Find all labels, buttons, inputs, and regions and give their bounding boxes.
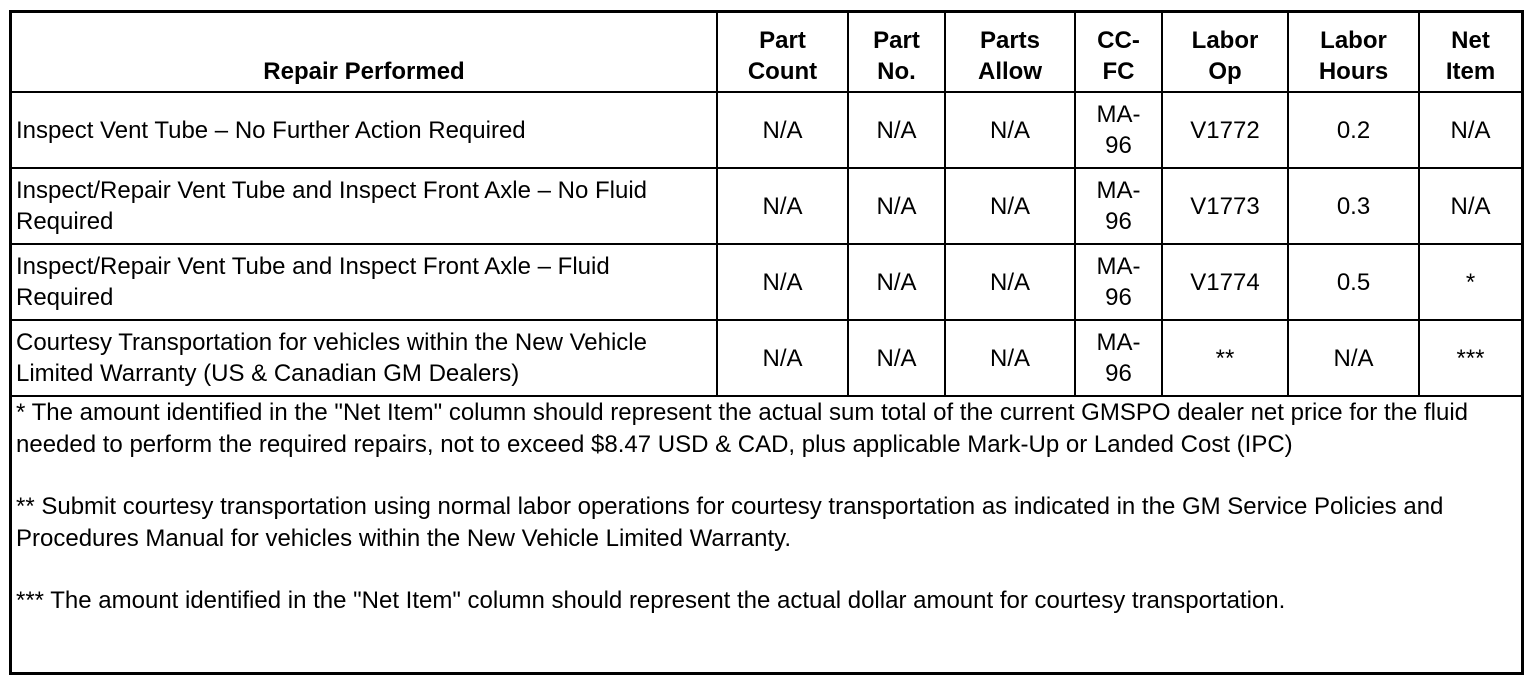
header-net-item: Net Item	[1419, 13, 1521, 92]
repair-performed-cell: Inspect/Repair Vent Tube and Inspect Front Axle – Fluid Required	[12, 244, 717, 320]
header-labor-op: Labor Op	[1162, 13, 1288, 92]
table-row	[12, 244, 1521, 320]
header-part-no: Part No.	[848, 13, 945, 92]
labor-hours-cell: N/A	[1288, 320, 1419, 396]
header-labor-hours: Labor Hours	[1288, 13, 1419, 92]
labor-operations-table	[12, 13, 1521, 678]
part-no-cell: N/A	[848, 168, 945, 244]
part-count-cell: N/A	[717, 320, 848, 396]
ccfc-cell: MA- 96	[1075, 168, 1162, 244]
labor-hours-cell: 0.5	[1288, 244, 1419, 320]
net-item-cell: *	[1419, 244, 1521, 320]
table-row	[12, 320, 1521, 396]
ccfc-cell: MA- 96	[1075, 320, 1162, 396]
notes-row	[12, 396, 1521, 678]
ccfc-cell: MA- 96	[1075, 244, 1162, 320]
header-parts-allow: Parts Allow	[945, 13, 1075, 92]
labor-hours-cell: 0.3	[1288, 168, 1419, 244]
part-no-cell: N/A	[848, 244, 945, 320]
ccfc-cell: MA- 96	[1075, 92, 1162, 168]
parts-allow-cell: N/A	[945, 244, 1075, 320]
header-part-count: Part Count	[717, 13, 848, 92]
footnotes-cell	[12, 396, 1521, 678]
table-row	[12, 168, 1521, 244]
table-row	[12, 92, 1521, 168]
labor-op-cell: **	[1162, 320, 1288, 396]
repair-performed-cell: Courtesy Transportation for vehicles within the New Vehicle Limited Warranty (US & Canadian GM Dealers)	[12, 320, 717, 396]
labor-op-cell: V1773	[1162, 168, 1288, 244]
header-ccfc: CC- FC	[1075, 13, 1162, 92]
footnote-single-asterisk: * The amount identified in the "Net Item" column should represent the actual sum total of the current GMSPO dealer net price for the fluid needed to perform the required repairs, not to exceed $8.47 USD & CAD, plus applicable Mark-Up or Landed Cost (IPC)	[16, 399, 1469, 458]
net-item-cell: ***	[1419, 320, 1521, 396]
parts-allow-cell: N/A	[945, 92, 1075, 168]
net-item-cell: N/A	[1419, 168, 1521, 244]
part-no-cell: N/A	[848, 320, 945, 396]
footnote-double-asterisk: ** Submit courtesy transportation using normal labor operations for courtesy transportation as indicated in the GM Service Policies and Procedures Manual for vehicles within the New Vehicle Limited Warranty.	[16, 493, 1444, 552]
part-count-cell: N/A	[717, 168, 848, 244]
header-row	[12, 13, 1521, 92]
labor-op-cell: V1772	[1162, 92, 1288, 168]
repair-performed-cell: Inspect/Repair Vent Tube and Inspect Front Axle – No Fluid Required	[12, 168, 717, 244]
part-count-cell: N/A	[717, 244, 848, 320]
labor-operations-table-frame	[9, 10, 1524, 675]
parts-allow-cell: N/A	[945, 168, 1075, 244]
repair-performed-cell: Inspect Vent Tube – No Further Action Required	[12, 92, 717, 168]
parts-allow-cell: N/A	[945, 320, 1075, 396]
labor-op-cell: V1774	[1162, 244, 1288, 320]
part-count-cell: N/A	[717, 92, 848, 168]
part-no-cell: N/A	[848, 92, 945, 168]
header-repair-performed: Repair Performed	[12, 13, 717, 92]
footnote-triple-asterisk: *** The amount identified in the "Net Item" column should represent the actual dollar amount for courtesy transportation.	[16, 587, 1286, 614]
labor-hours-cell: 0.2	[1288, 92, 1419, 168]
net-item-cell: N/A	[1419, 92, 1521, 168]
